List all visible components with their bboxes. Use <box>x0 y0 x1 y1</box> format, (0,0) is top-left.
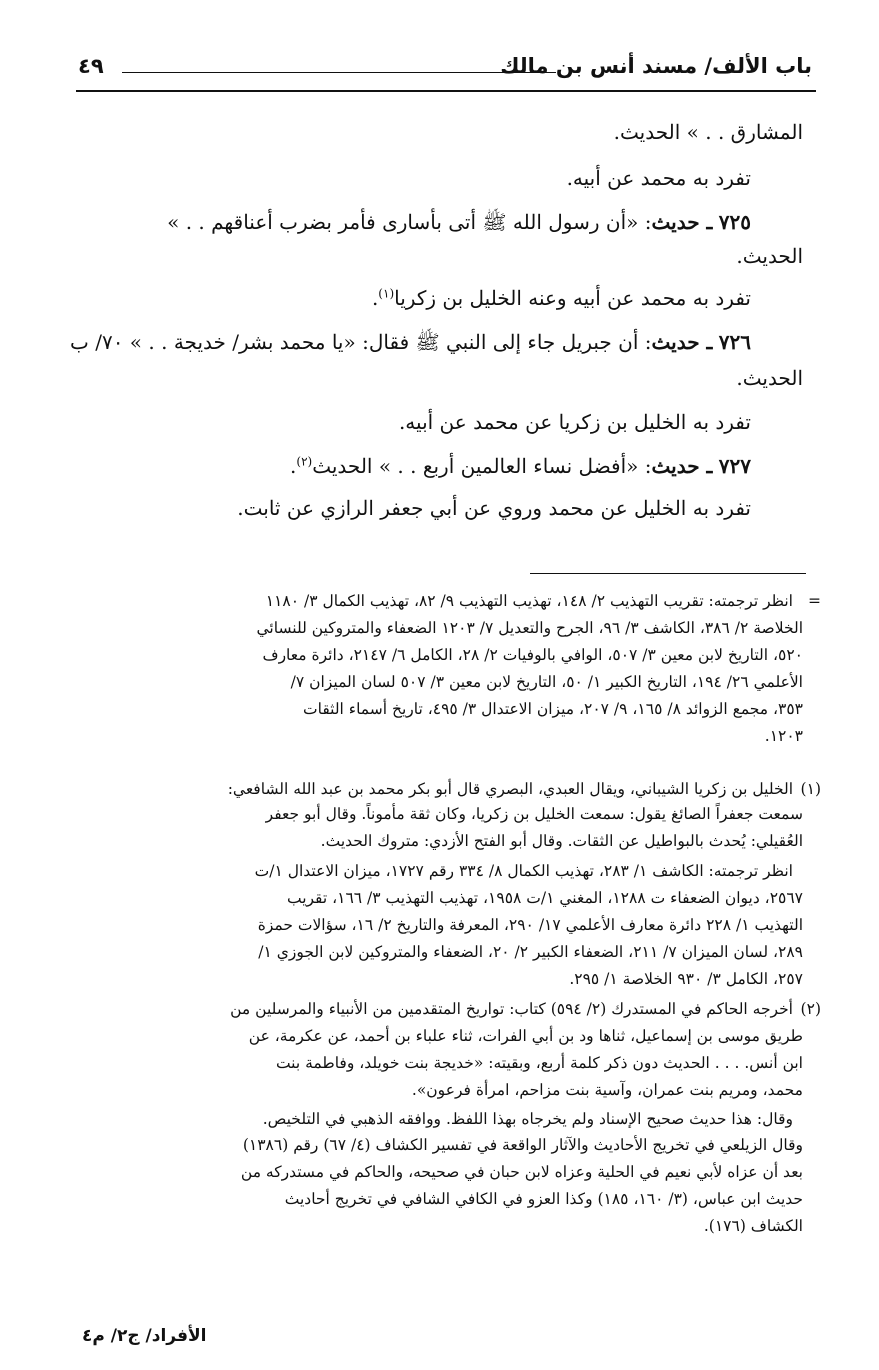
footnote-line: الأعلمي ٢٦/ ١٩٤، التاريخ الكبير ١/ ٥٠، التاريخ لابن معين ٣/ ٥٠٧ لسان الميزان ٧/ <box>290 673 803 691</box>
text-line: تفرد به محمد عن أبيه وعنه الخليل بن زكريا$^{(١)}$. <box>371 286 751 310</box>
header-rule <box>76 90 816 92</box>
text-line: المشارق . . » الحديث. <box>613 120 803 144</box>
hadith-number: ٧٢٧ <box>718 454 751 478</box>
hadith-label: حديث <box>651 210 700 234</box>
footnote-line: وقال الزيلعي في تخريج الأحاديث والآثار الواقعة في تفسير الكشاف (٤/ ٦٧) رقم (١٣٨٦) <box>242 1136 803 1154</box>
footnote-separator <box>530 573 806 574</box>
footnote-line: حديث ابن عباس، (٣/ ١٦٠، ١٨٥) وكذا العزو في الكافي الشافي في تخريج أحاديث <box>284 1190 803 1208</box>
text-line: تفرد به محمد عن أبيه. <box>566 166 751 190</box>
header-dash-rule <box>122 72 556 73</box>
printer-signature: الأفراد/ ج٢/ م٤ <box>82 1326 207 1346</box>
footnote-line: بعد أن عزاه لأبي نعيم في الحلية وعزاه لابن حبان في صحيحه، والحاكم في مستدركه من <box>240 1163 803 1181</box>
continuation-marker: = <box>808 592 821 610</box>
running-header <box>60 50 816 84</box>
footnote-line: ٢٥٧، الكامل ٣/ ٩٣٠ الخلاصة ١/ ٢٩٥. <box>569 970 803 988</box>
footnote-line: الخليل بن زكريا الشيباني، ويقال العبدي، البصري قال أبو بكر محمد بن عبد الله الشافعي: <box>227 780 793 798</box>
footnote-line: وقال: هذا حديث صحيح الإسناد ولم يخرجاه بهذا اللفظ. ووافقه الذهبي في التلخيص. <box>262 1110 793 1128</box>
chapter-title: باب الألف/ مسند أنس بن مالك <box>500 54 812 78</box>
footnote-line: انظر ترجمته: الكاشف ١/ ٢٨٣، تهذيب الكمال ٨/ ٣٣٤ رقم ١٧٢٧، ميزان الاعتدال ١/ت <box>254 862 793 880</box>
hadith-727: ٧٢٧ ـ حديث: «أفضل نساء العالمين أربع . . » الحديث$^{(٢)}$. <box>290 454 751 478</box>
footnote-line: انظر ترجمته: تقريب التهذيب ٢/ ١٤٨، تهذيب التهذيب ٩/ ٨٢، تهذيب الكمال ٣/ ١١٨٠ <box>265 592 793 610</box>
footnote-line: التهذيب ١/ ٢٢٨ دائرة معارف الأعلمي ١٧/ ٢٩٠، المعرفة والتاريخ ٢/ ١٦، سؤالات حمزة <box>257 916 803 934</box>
hadith-text: : «أفضل نساء العالمين أربع . . » الحديث <box>312 454 652 478</box>
hadith-text: : أن جبريل جاء إلى النبي ﷺ فقال: «يا محمد بشر/ خديجة . . » ٧٠/ ب <box>70 330 652 354</box>
footnote-line: ٣٥٣، مجمع الزوائد ٨/ ١٦٥، ٩/ ٢٠٧، ميزان الاعتدال ٣/ ٤٩٥، تاريخ أسماء الثقات <box>303 700 803 718</box>
hadith-label: حديث <box>651 330 700 354</box>
hadith-number: ٧٢٥ <box>718 210 751 234</box>
hadith-725: ٧٢٥ ـ حديث: «أن رسول الله ﷺ أتى بأسارى فأمر بضرب أعناقهم . . » <box>167 210 751 234</box>
footnote-line: ١٢٠٣. <box>764 727 803 745</box>
footnote-ref: (١) <box>378 286 395 301</box>
hadith-label: حديث <box>651 454 700 478</box>
hadith-number: ٧٢٦ <box>718 330 751 354</box>
footnote-line: ٢٥٦٧، ديوان الضعفاء ت ١٢٨٨، المغني ١/ت ١٩٥٨، تهذيب التهذيب ٣/ ١٦٦، تقريب <box>286 889 803 907</box>
footnote-ref: (٢) <box>296 454 313 469</box>
text-line: تفرد به الخليل بن زكريا عن محمد عن أبيه. <box>398 410 751 434</box>
text-line: تفرد به الخليل عن محمد وروي عن أبي جعفر الرازي عن ثابت. <box>237 496 751 520</box>
footnote-line: ٢٨٩، لسان الميزان ٧/ ٢١١، الضعفاء الكبير ٢/ ٢٠، الضعفاء والمتروكين لابن الجوزي ١/ <box>258 943 803 961</box>
hadith-726: ٧٢٦ ـ حديث: أن جبريل جاء إلى النبي ﷺ فقال: «يا محمد بشر/ خديجة . . » ٧٠/ ب <box>70 330 751 354</box>
footnote-line: محمد، ومريم بنت عمران، وآسية بنت مزاحم، امرأة فرعون». <box>411 1081 803 1099</box>
footnote-marker: (٢) <box>800 1000 821 1018</box>
footnote-line: ابن أنس. . . . الحديث دون ذكر كلمة أربع، وبقيته: «خديجة بنت خويلد، وفاطمة بنت <box>275 1054 803 1072</box>
footnote-line: أخرجه الحاكم في المستدرك (٢/ ٥٩٤) كتاب: تواريخ المتقدمين من الأنبياء والمرسلين من <box>230 1000 793 1018</box>
footnote-line: طريق موسى بن إسماعيل، ثناها ود بن أبي الفرات، ثناء علباء بن أحمد، عن عكرمة، عن <box>248 1027 803 1045</box>
page-number: ٤٩ <box>78 54 104 78</box>
footnote-line: ٥٢٠، التاريخ لابن معين ٣/ ٥٠٧، الوافي بالوفيات ٢/ ٢٨، الكامل ٦/ ٢١٤٧، دائرة معارف <box>262 646 803 664</box>
footnote-line: الكشاف (١٧٦). <box>703 1217 803 1235</box>
footnote-line: العُقيلي: يُحدث بالبواطيل عن الثقات. وقال أبو الفتح الأزدي: متروك الحديث. <box>320 832 803 850</box>
hadith-text: : «أن رسول الله ﷺ أتى بأسارى فأمر بضرب أعناقهم . . » <box>167 210 652 234</box>
footnote-line: سمعت جعفراً الصائغ يقول: سمعت الخليل بن زكريا، وكان ثقة مأموناً. وقال أبو جعفر <box>265 805 803 823</box>
text-line: الحديث. <box>736 244 803 268</box>
footnote-marker: (١) <box>800 780 821 798</box>
text-line: الحديث. <box>736 366 803 390</box>
footnote-line: الخلاصة ٢/ ٣٨٦، الكاشف ٣/ ٩٦، الجرح والتعديل ٧/ ١٢٠٣ الضعفاء والمتروكين للنسائي <box>256 619 803 637</box>
